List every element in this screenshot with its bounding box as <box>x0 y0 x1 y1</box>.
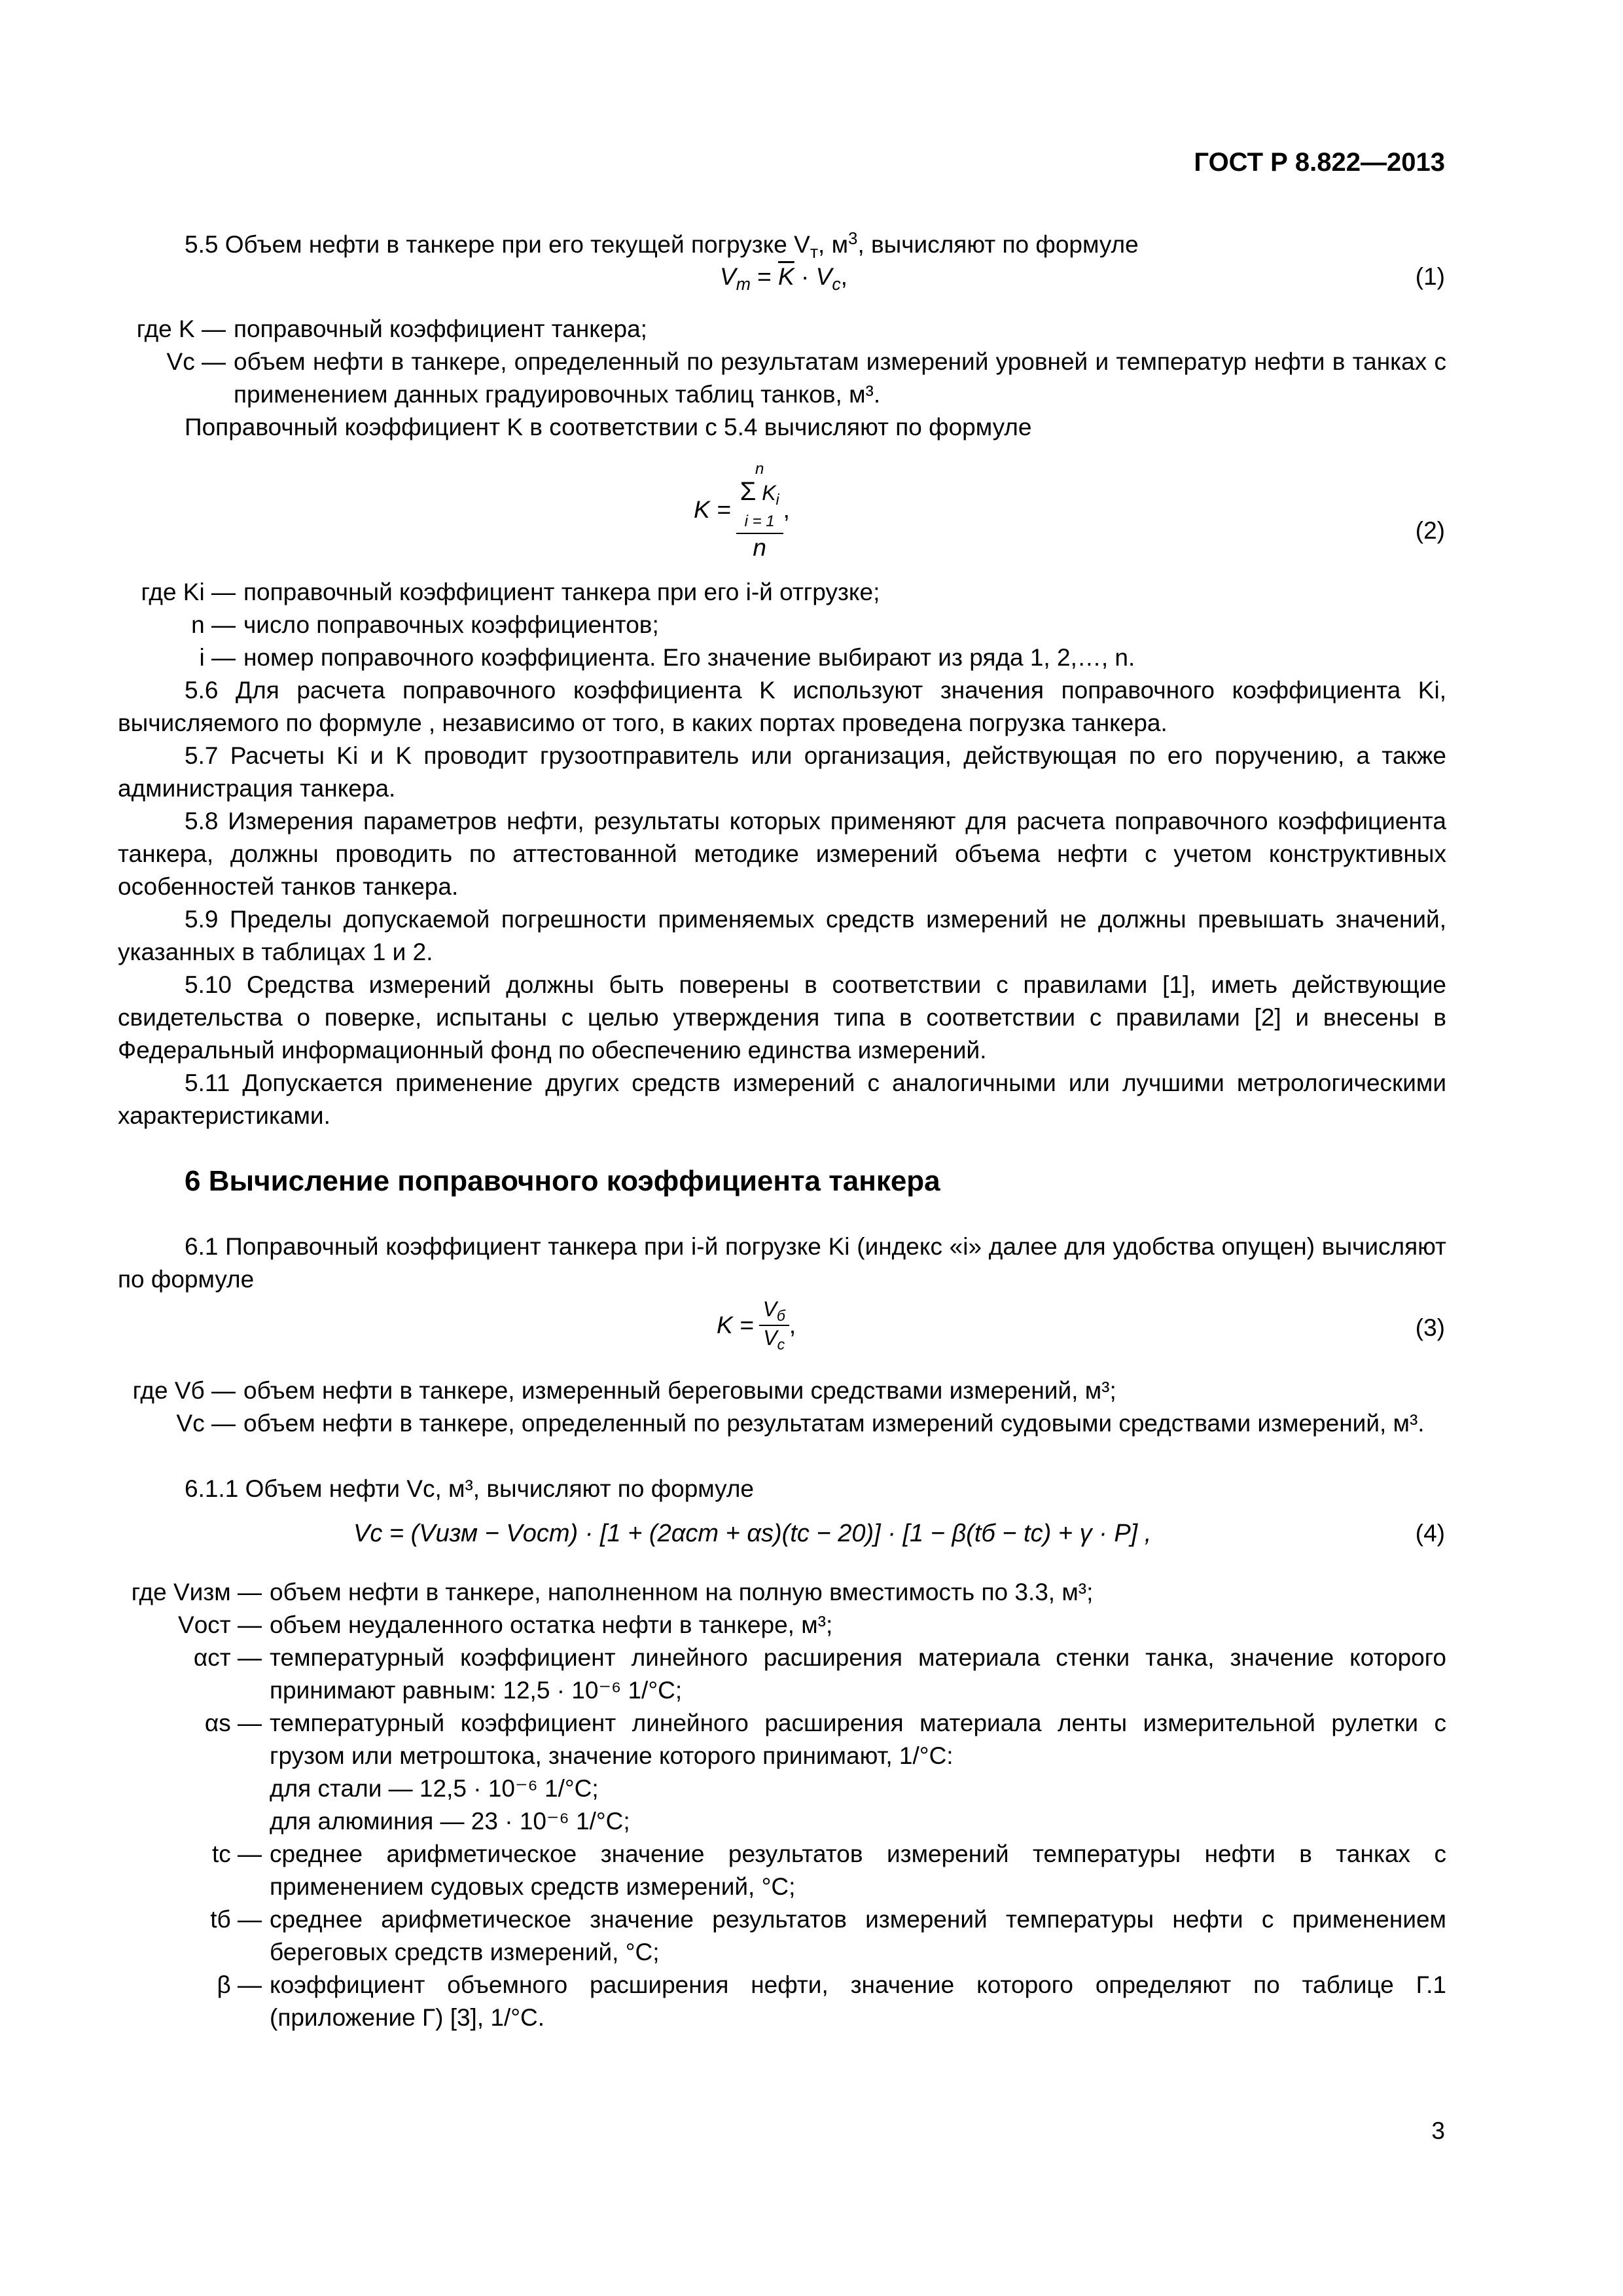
definition-item: i — номер поправочного коэффициента. Его значение выбирают из ряда 1, 2,…, n. <box>199 644 1135 671</box>
paragraph-6-1-1: 6.1.1 Объем нефти Vс, м³, вычисляют по формуле <box>185 1475 755 1502</box>
paragraph-5-11: 5.11 Допускается применение других средств измерений с аналогичными или лучшими метрологическими характеристиками. <box>118 1069 1446 1129</box>
definition-item: β — коэффициент объемного расширения нефти, значение которого определяют по таблице Г.1 (приложение Г) [3], 1/°С. <box>217 1971 1446 2031</box>
definition-item: n — число поправочных коэффициентов; <box>191 611 659 638</box>
definition-item: где Vб — объем нефти в танкере, измеренный береговыми средствами измерений, м³; <box>132 1377 1116 1404</box>
definition-item: αст — температурный коэффициент линейного расширения материала стенки танка, значение которого принимают равным: 12,5 · 10⁻⁶ 1/°С; <box>193 1644 1446 1704</box>
formula-3: K = $\frac{V_б}{V_с}$ , <box>717 1297 796 1353</box>
definitions-1 <box>118 313 1446 411</box>
definitions-4 <box>118 1576 1446 2034</box>
definition-item: для алюминия — 23 · 10⁻⁶ 1/°С; <box>270 1808 630 1835</box>
formula-2-number: (2) <box>1415 517 1445 544</box>
definition-item: Vс — объем нефти в танкере, определенный по результатам измерений уровней и температур нефти в танках с применением данных градуировочных таблиц танков, м³. <box>166 348 1446 408</box>
page-number: 3 <box>1431 2117 1445 2144</box>
formula-4-number: (4) <box>1415 1520 1445 1547</box>
definitions-3 <box>118 1374 1446 1440</box>
paragraph-k-intro: Поправочный коэффициент K в соответствии с 5.4 вычисляют по формуле <box>185 414 1032 440</box>
definition-item: где K — поправочный коэффициент танкера; <box>136 315 647 342</box>
definition-item: αs — температурный коэффициент линейного расширения материала ленты измерительной рулетки с грузом или метроштока, значение которого принимают, 1/°С: <box>204 1710 1446 1769</box>
definition-item: tс — среднее арифметическое значение результатов измерений температуры нефти в танках с применением судовых средств измерений, °С; <box>211 1840 1446 1900</box>
definition-item: где Ki — поправочный коэффициент танкера при его i-й отгрузке; <box>141 579 880 605</box>
formula-4: Vс = (Vизм − Vост) · [1 + (2αст + αs)(tс − 20)] · [1 − β(tб − tс) + γ · P] , <box>353 1520 1152 1547</box>
paragraph-6-1: 6.1 Поправочный коэффициент танкера при i-й погрузке Ki (индекс «i» далее для удобства опущен) вычисляют по формуле <box>118 1233 1446 1293</box>
definition-item: Vс — объем нефти в танкере, определенный по результатам измерений судовыми средствами измерений, м³. <box>176 1410 1425 1437</box>
paragraph-5-5: 5.5 Объем нефти в танкере при его текущей погрузке $V_т$, $м^3$, вычисляют по формуле <box>185 230 1139 262</box>
document-header: ГОСТ Р 8.822—2013 <box>1194 148 1445 177</box>
paragraph-5-7: 5.7 Расчеты Ki и K проводит грузоотправитель или организация, действующая по его поручению, а также администрация танкера. <box>118 742 1446 802</box>
definition-item: для стали — 12,5 · 10⁻⁶ 1/°С; <box>270 1775 599 1802</box>
definition-item: Vост — объем неудаленного остатка нефти в танкере, м³; <box>178 1611 833 1638</box>
formula-1: $V_т = \overline{K} \cdot V_с$, <box>720 263 847 294</box>
formula-2: K = n Σ $K_i$ i = 1 n , <box>694 458 790 562</box>
definition-item: tб — среднее арифметическое значение результатов измерений температуры нефти с применением береговых средств измерений, °С; <box>210 1906 1446 1965</box>
paragraph-5-6: 5.6 Для расчета поправочного коэффициента K используют значения поправочного коэффициента Ki, вычисляемого по формуле , независимо от того, в каких портах проведена погрузка танкера. <box>118 677 1446 736</box>
section-6-title: 6 Вычисление поправочного коэффициента танкера <box>185 1165 940 1197</box>
definitions-2 <box>118 576 1446 674</box>
paragraph-5-8: 5.8 Измерения параметров нефти, результаты которых применяют для расчета поправочного коэффициента танкера, должны проводить по аттестованной методике измерений объема нефти с учетом конструктивных особенностей танков танкера. <box>118 808 1446 900</box>
formula-1-number: (1) <box>1415 263 1445 290</box>
paragraph-5-9: 5.9 Пределы допускаемой погрешности применяемых средств измерений не должны превышать значений, указанных в таблицах 1 и 2. <box>118 906 1446 965</box>
paragraph-5-10: 5.10 Средства измерений должны быть поверены в соответствии с правилами [1], иметь действующие свидетельства о поверке, испытаны с целью утверждения типа в соответствии с правилами [2] и внесены в Федеральный информационный фонд по обеспечению единства измерений. <box>118 971 1446 1064</box>
definition-item: где Vизм — объем нефти в танкере, наполненном на полную вместимость по 3.3, м³; <box>131 1579 1094 1605</box>
formula-3-number: (3) <box>1415 1314 1445 1341</box>
